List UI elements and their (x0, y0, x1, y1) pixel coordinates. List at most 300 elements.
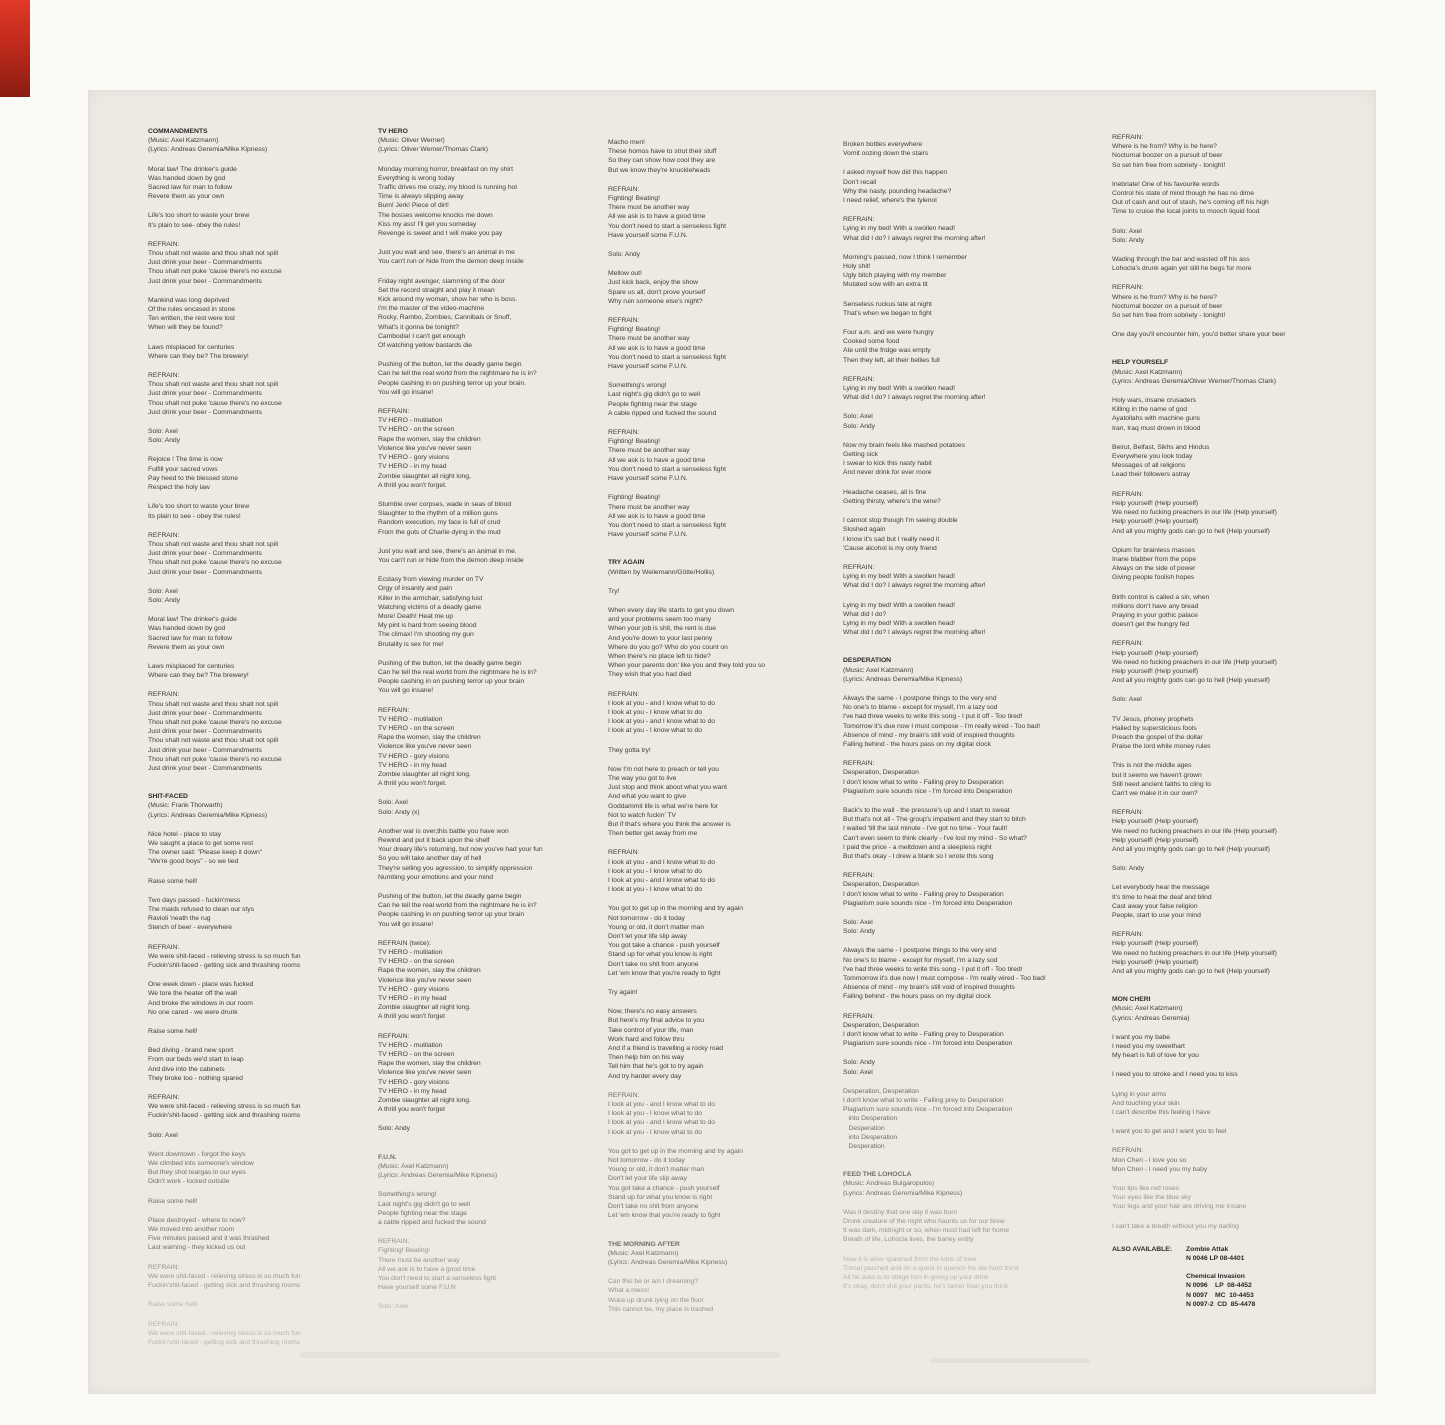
stanza (843, 806, 1095, 861)
credit-line: (Music: Axel Katzmann) (843, 666, 914, 674)
lyric-line: Violence like you've never seen (378, 976, 472, 984)
lyric-line: Life's too short to waste your brew (148, 212, 250, 220)
lyric-line: Rape the women, slay the children (378, 734, 481, 742)
lyric-line: TV HERO - in my head (378, 761, 447, 769)
stanza (148, 1216, 370, 1253)
song-title: THE MORNING AFTER (608, 1240, 680, 1248)
song-credits (148, 801, 370, 819)
lyric-line: Zombie slaughter all night long, (378, 472, 471, 480)
stanza (378, 575, 600, 649)
lyric-line: Your legs and your hair are driving me insane (1112, 1203, 1247, 1211)
lyric-line: Falling behind - the hours pass on my digital clock (843, 993, 991, 1001)
lyric-line: The way you got to live (608, 774, 677, 782)
stanza (148, 1150, 370, 1187)
lyric-line: There must be another way (608, 335, 690, 343)
lyric-line: What's it gonna be tonight? (378, 323, 459, 331)
credit-line: (Music: Oliver Werner) (378, 137, 445, 145)
stanza (843, 1255, 1095, 1292)
lyric-line: REFRAIN: (378, 706, 410, 714)
lyric-line: Desperation, Desperation (843, 769, 919, 777)
lyric-line: Nice hotel - place to stay (148, 830, 222, 838)
lyric-line: What did I do? I always regret the morning after! (843, 582, 986, 590)
lyric-line: Ugly bitch playing with my member (843, 272, 947, 280)
lyric-line: Solo: Andy (1112, 236, 1144, 244)
lyric-line: Praying in your gothic palace (1112, 611, 1198, 619)
lyric-line: Can he tell the real world from the nightmare he is in? (378, 370, 537, 378)
lyric-line: Don't let your life slip away (608, 933, 687, 941)
lyric-line: Solo: Axel (378, 799, 408, 807)
lyric-line: Not tomorrow - do it today (608, 1157, 685, 1165)
lyric-line: I paid the price - a meltdown and a sleepless night (843, 843, 992, 851)
lyric-line: Sacred law for man to follow (148, 634, 232, 642)
lyric-line: REFRAIN: (608, 1091, 640, 1099)
lyric-line: Now it is alive spawned from the loins of beer (843, 1255, 978, 1263)
lyric-line: Rewind and put it back upon the shelf (378, 837, 490, 844)
lyric-line: Thou shalt not puke 'cause there's no excuse (148, 755, 282, 763)
lyric-line: Random execution, my face is full of crud (378, 519, 501, 527)
lyric-line: Five minutes passed and it was thrashed (148, 1235, 270, 1243)
stanza (843, 1012, 1095, 1049)
lyric-line: We need no fucking preachers in our life (Help yourself) (1112, 509, 1277, 517)
lyric-line: Help yourself! (Help yourself) (1112, 940, 1199, 948)
lyric-line: Violence like you've never seen (378, 444, 472, 452)
lyric-line: Goddammit life is what we're here for (608, 802, 719, 810)
lyric-line: All we ask is to have a good time (608, 512, 706, 520)
lyric-line: My heart is full of love for you (1112, 1052, 1199, 1060)
lyric-line: Solo: Andy (x) (378, 808, 420, 816)
lyric-line: Solo: Axel (843, 919, 873, 926)
lyric-line: Have yourself some F.U.N. (608, 531, 688, 539)
song-credits (608, 568, 834, 577)
stanza (843, 946, 1095, 1001)
lyric-line: REFRAIN: (148, 943, 180, 951)
stanza (843, 441, 1095, 478)
lyric-line: Just drink your beer - Commandments (148, 728, 262, 736)
lyric-line: Four a.m. and we were hungry (843, 329, 934, 337)
stanza (608, 428, 834, 483)
lyric-line: You will go insane! (378, 920, 434, 928)
lyric-line: Just drink your beer - Commandments (148, 709, 262, 717)
lyric-line: Thou shalt not waste and thou shalt not spill (148, 250, 278, 258)
credit-line: (Lyrics: Andreas Geremia/Mike Kipness) (608, 1258, 728, 1266)
lyric-line: We need no fucking preachers in our life (Help yourself) (1112, 827, 1277, 835)
lyric-line: I need you to stroke and I need you to kiss (1112, 1071, 1238, 1079)
lyrics-column-2 (378, 127, 600, 1322)
stanza (843, 168, 1095, 205)
credit-line: (Music: Axel Katzmann) (1112, 1005, 1183, 1013)
lyric-line: Can he tell the real world from the nightmare he is in? (378, 668, 537, 676)
lyric-line: Mellow out! (608, 270, 642, 278)
lyric-line: REFRAIN: (148, 691, 180, 699)
lyric-line: Zombie slaughter all night long. (378, 770, 471, 778)
stanza (608, 988, 834, 997)
stanza (148, 455, 370, 492)
lyric-line: 'Cause alcohol is my only friend (843, 544, 937, 552)
song-title: TRY AGAIN (608, 559, 645, 567)
stanza (843, 253, 1095, 290)
lyric-line: Where is he from? Why is he here? (1112, 143, 1217, 151)
lyric-line: Spare us all, don't prove yourself (608, 288, 706, 296)
lyric-line: Moral law! The drinker's guide (148, 165, 237, 173)
stanza (843, 871, 1095, 908)
stanza (148, 427, 370, 445)
stanza (1112, 761, 1364, 798)
lyric-line: Solo: Andy (843, 928, 875, 936)
lyric-line: Raise some hell! (148, 877, 198, 885)
lyric-line: It's okay, don't shit your pants, he's tamer than you think (843, 1283, 1009, 1291)
lyric-line: Solo: Axel (378, 1303, 408, 1311)
lyric-line: I need you my sweethart (1112, 1043, 1185, 1051)
lyric-line: Lying in my bed! With a swollen head! (843, 601, 955, 609)
stanza (378, 1302, 600, 1311)
lyrics-column-5 (1112, 133, 1364, 1318)
lyric-line: All we ask is to have a good time (378, 1265, 476, 1273)
lyric-line: Can't we make it in our own? (1112, 789, 1198, 797)
credit-line: (Lyrics: Andreas Geremia/Oliver Werner/Thomas Clark) (1112, 377, 1276, 385)
lyric-line: People, start to use your mind (1112, 912, 1201, 919)
lyric-line: Last warning - they kicked us out (148, 1244, 246, 1252)
stanza (1112, 1090, 1364, 1118)
stanza (148, 1320, 370, 1348)
lyric-line: When there's no place left to hide? (608, 652, 711, 660)
stanza (148, 1027, 370, 1036)
lyric-line: Can this be or am I dreaming? (608, 1278, 698, 1286)
also-available-entries (1186, 1245, 1255, 1318)
lyric-line: There must be another way (608, 447, 690, 455)
stanza (148, 531, 370, 577)
lyric-line: Nocturnal boozer on a pursuit of beer (1112, 152, 1223, 160)
lyric-line: Pushing of the button, let the deadly game begin (378, 659, 522, 667)
stanza (148, 1093, 370, 1121)
lyric-line: Revere them as your own (148, 193, 225, 201)
stanza (608, 746, 834, 755)
lyric-line: Mankind was long deprived (148, 296, 230, 304)
lyric-line: Lohocla's drunk again yet still he begs for more (1112, 265, 1252, 273)
lyric-line: That's when we began to fight (843, 309, 932, 317)
stanza (608, 269, 834, 306)
song-title: F.U.N. (378, 1153, 397, 1161)
lyric-line: Have yourself some F.U.N. (608, 231, 688, 239)
lyric-line: REFRAIN: (148, 240, 180, 248)
lyric-line: Moral law! The drinker's guide (148, 616, 237, 624)
stanza (148, 877, 370, 886)
stanza (378, 1237, 600, 1292)
song-title: TV HERO (378, 128, 408, 135)
lyric-line: Just you wait and see, there's an animal in me (378, 249, 515, 257)
lyric-line: I swear to kick this nasty habit (843, 460, 932, 468)
stanza (148, 1131, 370, 1140)
lyric-line: Sloshed again (843, 526, 886, 534)
lyric-line: Let everybody hear the message (1112, 884, 1210, 892)
lyric-line: They're selling you agression, to simplify oppression (378, 864, 533, 872)
lyric-line: Desperation, Desperation (843, 1087, 919, 1095)
lyric-line: You got to get up in the morning and try again (608, 905, 743, 913)
lyric-line: Fuckin'shit-faced - getting sick and thrashing rooms (148, 1338, 301, 1346)
stanza (148, 980, 370, 1017)
lyric-line: We were shit-faced - relieving stress is so much fun (148, 1329, 301, 1337)
lyric-line: Solo: Andy (148, 596, 180, 604)
credit-line: (Lyrics: Andreas Geremia/Mike Kipness) (148, 811, 268, 819)
lyric-line: There must be another way (378, 1256, 460, 1264)
lyric-line: From the guts of Charlie dying in the mud (378, 528, 501, 536)
stanza (843, 488, 1095, 506)
lyric-line: Holy shit! (843, 263, 871, 271)
lyric-line: Cast away your false religion (1112, 902, 1198, 910)
song-title: DESPERATION (843, 657, 892, 665)
credit-line: (Music: Axel Katzmann) (1112, 368, 1183, 376)
lyric-line: Was handed down by god (148, 174, 226, 182)
lyric-line: Where is he from? Why is he here? (1112, 293, 1217, 301)
lyric-line: Cooked some food (843, 338, 900, 346)
lyric-line: TV HERO - in my head (378, 1087, 447, 1095)
lyric-line: I want you to get and I want you to feel (1112, 1128, 1227, 1136)
lyric-line: Numbing your emotions and your mind (378, 873, 493, 881)
lyric-line: You can't run or hide from the demon deep inside (378, 556, 524, 564)
lyric-line: This is not the middle ages (1112, 762, 1192, 770)
stanza (1112, 883, 1364, 920)
credit-line: (Music: Axel Katzmann) (608, 1249, 679, 1257)
lyric-line: But that's okay - I drew a blank so I wrote this song (843, 852, 994, 860)
lyric-line: I look at you - I know what to do (608, 867, 702, 875)
stanza (1112, 490, 1364, 536)
stanza (1112, 1070, 1364, 1079)
lyric-line: Absence of mind - my brain's still void of inspired thoughts (843, 984, 1015, 992)
lyrics-column-4 (843, 140, 1095, 1302)
lyric-line: REFRAIN: (608, 690, 640, 698)
lyric-line: All we ask is to have a good time (608, 344, 706, 352)
lyric-line: Plagiarism sure sounds nice - I'm forced into Desperation (843, 1106, 1013, 1114)
lyric-line: REFRAIN: (1112, 490, 1144, 498)
lyric-line: Why ruin someone else's night? (608, 297, 703, 305)
song-credits (843, 666, 1095, 684)
lyric-line: Solo: Axel (1112, 696, 1142, 704)
credit-line: (Lyrics: Andreas Geremia/Mike Kipness) (378, 1172, 498, 1180)
lyric-line: Ravioli 'neath the rug (148, 915, 211, 923)
lyric-line: I look at you - and I know what to do (608, 877, 715, 884)
lyric-line: A thrill you won't forget (378, 1013, 445, 1021)
stanza (148, 690, 370, 773)
lyric-line: People cashing in on pushing terror up your brain. (378, 379, 526, 387)
stanza (1112, 330, 1364, 339)
stanza (843, 328, 1095, 365)
lyric-line: They broke too - nothing spared (148, 1074, 243, 1082)
lyric-line: TV HERO - in my head (378, 463, 447, 471)
lyric-line: We climbed into someone's window (148, 1160, 254, 1168)
stanza (148, 943, 370, 971)
credit-line: (Music: Axel Katzmann) (378, 1162, 449, 1170)
lyric-line: You can't run or hide from the demon deep inside (378, 258, 524, 266)
lyric-line: Life's too short to waste your brew (148, 503, 250, 511)
lyric-line: Bum! Jerk! Piece of dirt! (378, 202, 449, 210)
stanza (378, 277, 600, 351)
lyric-line: What did I do? I always regret the morning after! (843, 234, 986, 242)
lyric-line: And never drink for ever more (843, 469, 932, 477)
lyric-line: Solo: Axel (1112, 227, 1142, 235)
stanza (843, 140, 1095, 158)
lyric-line: Rocky, Rambo, Zombies, Cannibals or Snuff, (378, 314, 512, 322)
lyric-line: Zombie slaughter all night long. (378, 1097, 471, 1105)
lyric-line: REFRAIN: (378, 1238, 410, 1246)
lyric-line: These homos have to strut their stuff (608, 148, 717, 156)
lyric-line: My pint is hard from seeing blood (378, 622, 477, 630)
stanza (1112, 695, 1364, 704)
lyric-line: I look at you - and I know what to do (608, 1101, 715, 1109)
stanza (148, 1197, 370, 1206)
lyric-line: Can he tell the real world from the nightmare he is in? (378, 902, 537, 910)
lyric-line: Plagiarism sure sounds nice - I'm forced into Desperation (843, 787, 1013, 795)
lyric-line: Desperation, Desperation (843, 881, 919, 889)
lyric-line: Still need ancient faiths to cling to (1112, 780, 1212, 788)
lyric-line: Rejoice ! The time is now (148, 456, 223, 464)
lyric-line: Take control of your life, man (608, 1026, 694, 1034)
lyric-line: Something's wrong! (608, 382, 667, 390)
song-credits (378, 136, 600, 154)
song-credits (608, 1249, 834, 1267)
lyric-line: Beirut, Belfast, Sikhs and Hindus (1112, 443, 1210, 451)
lyric-line: Now I'm not here to preach or tell you (608, 765, 719, 773)
lyric-line: Lead their followers astray (1112, 471, 1190, 479)
stanza (1112, 715, 1364, 752)
catalog-line: N 0046 LP 08-4401 (1186, 1255, 1245, 1263)
lyric-line: Thou shalt not puke 'cause there's no excuse (148, 559, 282, 567)
lyric-line: Throat parched and on a quest to quench his die-hard thirst (843, 1264, 1019, 1272)
lyric-line: doesn't get the hungry fed (1112, 621, 1190, 629)
lyric-line: What a mess! (608, 1287, 649, 1295)
lyric-line: But that's not all - The group's impatient and they start to bitch (843, 816, 1026, 824)
lyric-line: Solo: Axel (148, 1131, 178, 1139)
lyric-line: TV HERO - mutilation (378, 949, 443, 957)
lyric-line: REFRAIN: (148, 1263, 180, 1271)
lyric-line: Everywhere you look today (1112, 453, 1193, 461)
stanza (378, 1124, 600, 1133)
lyric-line: Brutality is sex for me! (378, 640, 444, 648)
catalog-entry (1186, 1272, 1255, 1309)
lyric-line: All he asks is to oblige him in giving up your drink (843, 1274, 989, 1282)
lyric-line: Out of cash and out of stash, he's coming off his high (1112, 199, 1269, 207)
stanza (1112, 1184, 1364, 1212)
lyric-line: Ten written, the rest were lost (148, 315, 235, 323)
stanza (148, 371, 370, 417)
lyric-line: into Desperation (843, 1115, 898, 1123)
song-credits (378, 1162, 600, 1180)
stanza (378, 360, 600, 397)
stanza (148, 896, 370, 933)
lyric-line: Revere them as your own (148, 643, 225, 651)
lyric-line: REFRAIN: (843, 760, 875, 768)
song-credits (1112, 1004, 1364, 1022)
lyric-line: Sacred law for man to follow (148, 184, 232, 192)
lyric-line: And all you mighty gods can go to hell (Help yourself) (1112, 845, 1270, 853)
lyric-line: Then they left, all their bellies full (843, 356, 940, 364)
lyric-line: Violence like you've never seen (378, 743, 472, 751)
stanza (843, 215, 1095, 243)
stanza (608, 904, 834, 978)
lyric-line: It's plain to see- obey the rules! (148, 221, 241, 229)
lyric-line: Fighting! Beating! (608, 326, 660, 334)
lyric-line: TV HERO - gory visions (378, 1078, 450, 1086)
lyric-line: TV HERO - on the screen (378, 724, 455, 732)
lyric-line: Kick around my woman, show her who is boss. (378, 296, 518, 304)
lyric-line: REFRAIN: (148, 1320, 180, 1328)
lyric-line: Just drink your beer - Commandments (148, 259, 262, 267)
stanza (843, 694, 1095, 749)
lyric-line: REFRAIN: (148, 1094, 180, 1102)
lyric-line: Nocturnal boozer on a pursuit of beer (1112, 302, 1223, 310)
stanza (843, 300, 1095, 318)
lyric-line: Broken bottles everywhere (843, 141, 923, 148)
lyric-line: Rape the women, slay the children (378, 967, 481, 975)
lyric-line: So set him free from sobriety - tonight! (1112, 312, 1226, 320)
lyric-line: Just drink your beer - Commandments (148, 408, 262, 416)
lyric-line: "We're good boys" - so we lied (148, 858, 239, 866)
lyric-line: You don't need to start a senseless fight (378, 1274, 497, 1282)
lyric-line: Wading through the bar and wasted off his ass (1112, 256, 1250, 264)
lyrics-column-3 (608, 138, 834, 1324)
lyric-line: Have yourself some F.U.N. (608, 363, 688, 371)
lyric-line: Then help him on his way (608, 1054, 684, 1062)
lyric-line: More! Death! Heat me up (378, 612, 454, 620)
lyric-line: Morning's passed, now I think I remember (843, 253, 967, 261)
lyric-line: Tomorrow it's due now I must compose - I'm really wired - Too bad! (843, 722, 1041, 730)
lyric-line: Always the same - I postpone things to the very end (843, 947, 997, 955)
lyric-line: I look at you - I know what to do (608, 886, 702, 894)
stanza (1112, 1146, 1364, 1174)
lyric-line: millions don't have any bread (1112, 602, 1199, 610)
lyric-line: You got take a chance - push yourself (608, 942, 720, 950)
lyric-line: Can't even seem to think clearly - I've lost my mind - So what? (843, 834, 1027, 842)
stanza (1112, 443, 1364, 480)
lyric-line: We need no fucking preachers in our life (Help yourself) (1112, 949, 1277, 957)
lyric-line: Tell him that he's got to try again (608, 1063, 704, 1071)
lyric-line: The bosses welcome knocks me down (378, 211, 493, 219)
song-credits (1112, 368, 1364, 386)
lyric-line: REFRAIN: (148, 531, 180, 539)
lyric-line: Help yourself! (Help yourself) (1112, 667, 1199, 675)
lyric-line: I look at you - and I know what to do (608, 858, 715, 866)
stanza (1112, 255, 1364, 273)
lyric-line: Of the rules encased in stone (148, 306, 235, 314)
lyric-line: Your dreary life's returning, but now you've had your fun (378, 846, 543, 854)
lyric-line: So you will take another day of hell (378, 855, 482, 863)
lyric-line: I've had three weeks to write this song - I put it off - Too tired! (843, 713, 1023, 721)
lyric-line: Help yourself! (Help yourself) (1112, 818, 1199, 826)
lyric-line: Falling behind - the hours pass on my digital clock (843, 740, 991, 748)
stanza (1112, 864, 1364, 873)
lyric-line: Absence of mind - my brain's still void of inspired thoughts (843, 731, 1015, 739)
lyric-line: REFRAIN: (843, 872, 875, 880)
lyric-line: Thou shalt not puke 'cause there's no excuse (148, 718, 282, 726)
lyric-line: Getting thirsty, where's the wine? (843, 497, 941, 505)
lyric-line: Where do you go? Who do you count on (608, 643, 728, 651)
lyric-line: I cannot stop though I'm seeing double (843, 517, 958, 525)
stanza (608, 185, 834, 240)
stanza (1112, 808, 1364, 854)
lyric-line: Lying in my bed! With a swollen head! (843, 573, 955, 581)
lyric-line: Stand up for what you know is right (608, 951, 713, 959)
stanza (843, 1208, 1095, 1245)
also-available-block (1112, 1245, 1364, 1318)
lyric-line: I'm the master of the video-machine (378, 305, 485, 313)
lyrics-column-1 (148, 127, 370, 1357)
lyric-line: Orgy of insanity and pain (378, 585, 452, 593)
stanza (608, 848, 834, 894)
lyric-line: When your job is shit, the rent is due (608, 625, 717, 633)
credit-line: (Lyrics: Andreas Geremia) (1112, 1014, 1190, 1022)
lyric-line: Fighting! Beating! (608, 438, 660, 446)
lyric-line: What did I do? I always regret the morning after! (843, 394, 986, 402)
lyric-line: And you're down to your last penny (608, 634, 713, 642)
lyric-line: Always on the side of power (1112, 565, 1196, 573)
